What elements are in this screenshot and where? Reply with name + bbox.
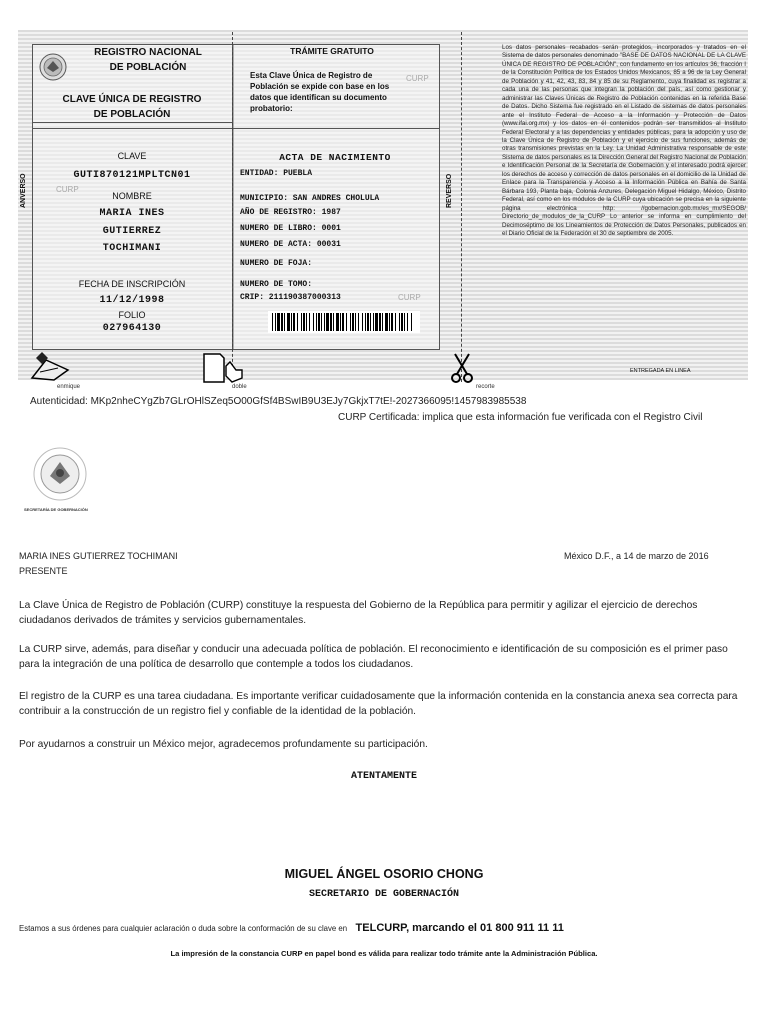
acta-field: NUMERO DE ACTA: 00031 (240, 240, 341, 249)
tramite-text: Esta Clave Única de Registro de Población se expide con base en los datos que identifican su documento probatorio: (250, 71, 390, 113)
curp-watermark-crip: CURP (398, 293, 421, 302)
anio-field: AÑO DE REGISTRO: 1987 (240, 208, 341, 217)
segob-caption: SECRETARÍA DE GOBERNACIÓN (24, 507, 88, 512)
front-divider-2 (32, 128, 233, 129)
fold-hand-icon (28, 348, 72, 382)
fold-line-right (461, 32, 462, 382)
clave-title-1: CLAVE ÚNICA DE REGISTRO (62, 94, 202, 105)
anverso-label: ANVERSO (20, 173, 27, 208)
barcode (268, 311, 420, 333)
nombre-surname-2: TOCHIMANI (102, 243, 162, 254)
nombre-surname-1: GUTIERREZ (102, 226, 162, 237)
folio-value: 027964130 (102, 323, 162, 334)
paragraph-3: El registro de la CURP es una tarea ciudadana. Es importante verificar cuidadosamente que la información contenida en la constancia anexa sea correcta para contribuir a la construcción de un registro fiel y confiable de la identidad de la población. (19, 691, 738, 717)
crip-field: CRIP: 211190387000313 (240, 293, 341, 302)
clave-title-2: DE POBLACIÓN (93, 109, 171, 120)
nombre-label: NOMBRE (112, 191, 152, 201)
telcurp-number: TELCURP, marcando el 01 800 911 11 11 (355, 922, 564, 934)
curp-card (18, 30, 748, 380)
scissors-icon (451, 352, 473, 384)
caption-enmique: enmique (57, 384, 81, 390)
fecha-label: FECHA DE INSCRIPCIÓN (78, 279, 186, 289)
atentamente: ATENTAMENTE (350, 771, 417, 782)
folio-label: FOLIO (118, 310, 146, 320)
fold-line-left (232, 32, 233, 382)
double-page-icon (202, 352, 246, 384)
paragraph-4: Por ayudarnos a construir un México mejor, agradecemos profundamente su participación. (19, 739, 428, 750)
entidad-field: ENTIDAD: PUEBLA (240, 169, 313, 178)
footer-note: La impresión de la constancia CURP en papel bond es válida para realizar todo trámite ante la Administración Pública. (170, 949, 598, 958)
clave-label: CLAVE (117, 151, 147, 161)
signer-title: SECRETARIO DE GOBERNACIÓN (308, 889, 460, 900)
entregada-en-linea: ENTREGADA EN LINEA (630, 368, 691, 374)
registro-title-1: REGISTRO NACIONAL (94, 47, 202, 58)
segob-seal-icon (30, 446, 90, 504)
fecha-value: 11/12/1998 (99, 295, 165, 306)
curp-watermark-mid: CURP (406, 74, 429, 83)
tomo-field: NUMERO DE TOMO: (240, 280, 313, 289)
nombre-given: MARIA INES (99, 208, 165, 219)
caption-doble: doble (232, 384, 247, 390)
clave-value: GUTI870121MPLTCN01 (73, 170, 191, 181)
front-divider-1 (32, 122, 233, 123)
addressee-presente: PRESENTE (19, 566, 68, 576)
acta-title: ACTA DE NACIMIENTO (279, 152, 391, 163)
addressee-name: MARIA INES GUTIERREZ TOCHIMANI (19, 551, 178, 561)
tramite-gratuito: TRÁMITE GRATUITO (290, 46, 374, 56)
middle-divider (232, 128, 439, 129)
curp-certificada-line: CURP Certificada: implica que esta información fue verificada con el Registro Civil (338, 412, 703, 423)
curp-watermark-left: CURP (56, 185, 79, 194)
contact-text: Estamos a sus órdenes para cualquier aclaración o duda sobre la conformación de su clave en (19, 924, 348, 933)
caption-recorte: recorte (476, 384, 495, 390)
privacy-notice: Los datos personales recabados serán protegidos, incorporados y tratados en el Sistema de datos personales denominado "BASE DE DATOS NACIONAL DE LA CLAVE ÚNICA DE REGISTRO DE POBLACIÓN", con fundamento en los artículos 36, fracción I de la Constitución Política de los Estados Unidos Mexicanos, 85 a 96 de la Ley General de Población y 41, 42, 43, 83, 84 y 85 de su Reglamento, cuya finalidad es registrar a cada una de las personas que integran la población del país, así como gestionar y administrar las Claves Únicas de Registro de Población contenidas en la referida Base de Datos. Dicho Sistema fue registrado en el Listado de sistemas de datos personales ante el Instituto Federal de Acceso a la Información y Protección de Datos (www.ifai.org.mx) y los datos en él contenidos podrán ser transmitidos al Instituto Federal Electoral y a las dependencias y entidades públicas, para la adopción y uso de la Clave Única de Registro de Población y el ejercicio de sus funciones, además de otras transmisiones previstas en la Ley. La Unidad Administrativa responsable de este Sistema de datos personales es la Dirección General del Registro Nacional de Población e Identificación Personal de la Secretaría de Gobernación y el interesado podrá ejercer los derechos de acceso y corrección de datos personales en el domicilio de la Unidad de Enlace para la Transparencia y Acceso a la Información Pública en Bahía de Santa Bárbara 193, Planta baja, Colonia Anzures, Delegación Miguel Hidalgo, México, Distrito Federal, así como en los módulos de la CURP cuya ubicación se precisa en la siguiente página electrónica http: //gobernacion.gob.mx/es_mx/SEGOB/ Directorio_de_modulos_de_la_CURP Lo anterior se informa en cumplimiento del Decimoséptimo de los Lineamientos de Protección de Datos Personales, publicados en el Diario Oficial de la Federación el 30 de septiembre de 2005. (502, 44, 746, 237)
paragraph-1: La Clave Única de Registro de Población (CURP) constituye la respuesta del Gobierno de la República para permitir y agilizar el ejercicio de derechos ciudadanos derivados de trámites y servicios gubernamentales. (19, 600, 698, 626)
place-date: México D.F., a 14 de marzo de 2016 (564, 551, 709, 561)
libro-field: NUMERO DE LIBRO: 0001 (240, 224, 341, 233)
foja-field: NUMERO DE FOJA: (240, 259, 313, 268)
registro-title-2: DE POBLACIÓN (109, 62, 187, 73)
reverso-label: REVERSO (446, 173, 453, 208)
contact-line (19, 918, 564, 936)
signer-name: MIGUEL ÁNGEL OSORIO CHONG (284, 867, 484, 881)
municipio-field: MUNICIPIO: SAN ANDRES CHOLULA (240, 194, 380, 203)
autenticidad-line: Autenticidad: MKp2nheCYgZb7GLrOHlSZeq5O00GfSf4BSwIB9U3EJy7GkjxT7tE!-2027366095!1457983985538 (30, 396, 527, 407)
paragraph-2: La CURP sirve, además, para diseñar y conducir una adecuada política de población. El reconocimiento e identificación de su composición es el primer paso para la integración de una política de desarrollo que contemple a todos los ciudadanos. (19, 644, 728, 670)
